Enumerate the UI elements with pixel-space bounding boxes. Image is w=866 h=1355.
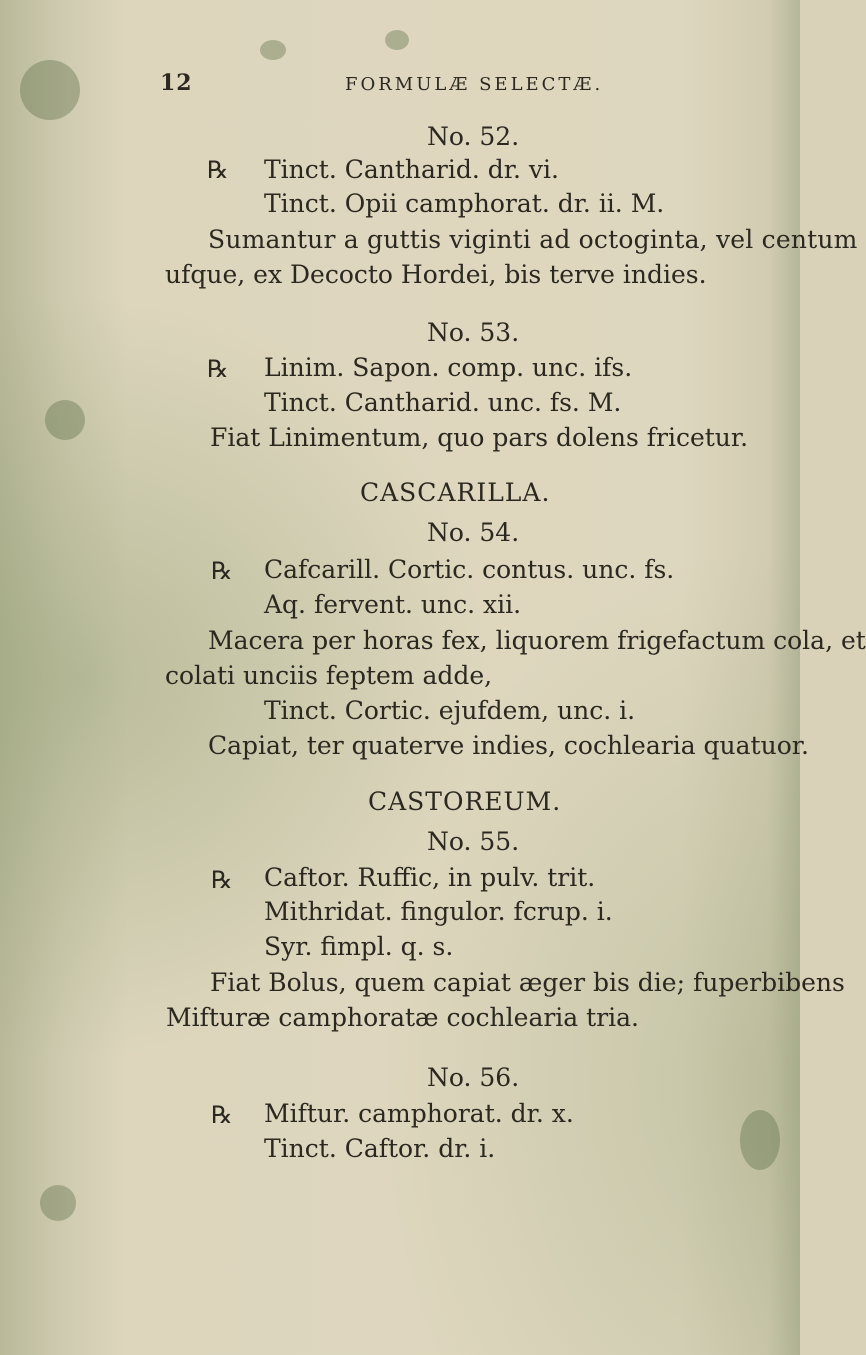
ingredient-line: Caftor. Ruffic, in pulv. trit.: [264, 863, 596, 892]
ingredient-line: Tinct. Opii camphorat. dr. ii. M.: [264, 189, 665, 218]
recipe-symbol: ℞: [211, 557, 233, 585]
stain: [260, 40, 286, 60]
instruction-line: Capiat, ter quaterve indies, cochlearia quatuor.: [208, 731, 809, 760]
running-head: FORMULÆ SELECTÆ.: [345, 74, 604, 95]
page-number: 12: [160, 70, 193, 96]
formula-number: No. 52.: [427, 122, 520, 151]
stain: [45, 400, 85, 440]
ingredient-line: Tinct. Cantharid. dr. vi.: [264, 155, 559, 184]
stain: [740, 1110, 780, 1170]
ingredient-line: Cafcarill. Cortic. contus. unc. fs.: [264, 555, 675, 584]
recipe-symbol: ℞: [207, 355, 229, 383]
ingredient-line: Miftur. camphorat. dr. x.: [264, 1099, 574, 1128]
ingredient-line: Tinct. Cortic. ejufdem, unc. i.: [264, 696, 636, 725]
instruction-line: Fiat Linimentum, quo pars dolens fricetur.: [210, 423, 749, 452]
section-heading: CASTOREUM.: [368, 787, 562, 816]
page-header: [0, 70, 800, 110]
instruction-line: Sumantur a guttis viginti ad octoginta, vel centum: [208, 225, 858, 254]
ingredient-line: Syr. fimpl. q. s.: [264, 932, 454, 961]
formula-number: No. 55.: [427, 827, 520, 856]
instruction-line: colati unciis feptem adde,: [165, 661, 493, 690]
instruction-line: Fiat Bolus, quem capiat æger bis die; fuperbibens: [210, 968, 845, 997]
formula-number: No. 53.: [427, 318, 520, 347]
ingredient-line: Mithridat. fingulor. fcrup. i.: [264, 897, 613, 926]
stain: [40, 1185, 76, 1221]
section-heading: CASCARILLA.: [360, 478, 551, 507]
formula-number: No. 54.: [427, 518, 520, 547]
recipe-symbol: ℞: [211, 866, 233, 894]
recipe-symbol: ℞: [207, 156, 229, 184]
ingredient-line: Aq. fervent. unc. xii.: [264, 590, 522, 619]
formula-number: No. 56.: [427, 1063, 520, 1092]
instruction-line: ufque, ex Decocto Hordei, bis terve indies.: [165, 260, 707, 289]
recipe-symbol: ℞: [211, 1101, 233, 1129]
instruction-line: Macera per horas fex, liquorem frigefactum cola, et: [208, 626, 866, 655]
stain: [385, 30, 409, 50]
instruction-line: Mifturæ camphoratæ cochlearia tria.: [166, 1003, 639, 1032]
ingredient-line: Tinct. Cantharid. unc. fs. M.: [264, 388, 622, 417]
ingredient-line: Tinct. Caftor. dr. i.: [264, 1134, 496, 1163]
ingredient-line: Linim. Sapon. comp. unc. ifs.: [264, 353, 633, 382]
